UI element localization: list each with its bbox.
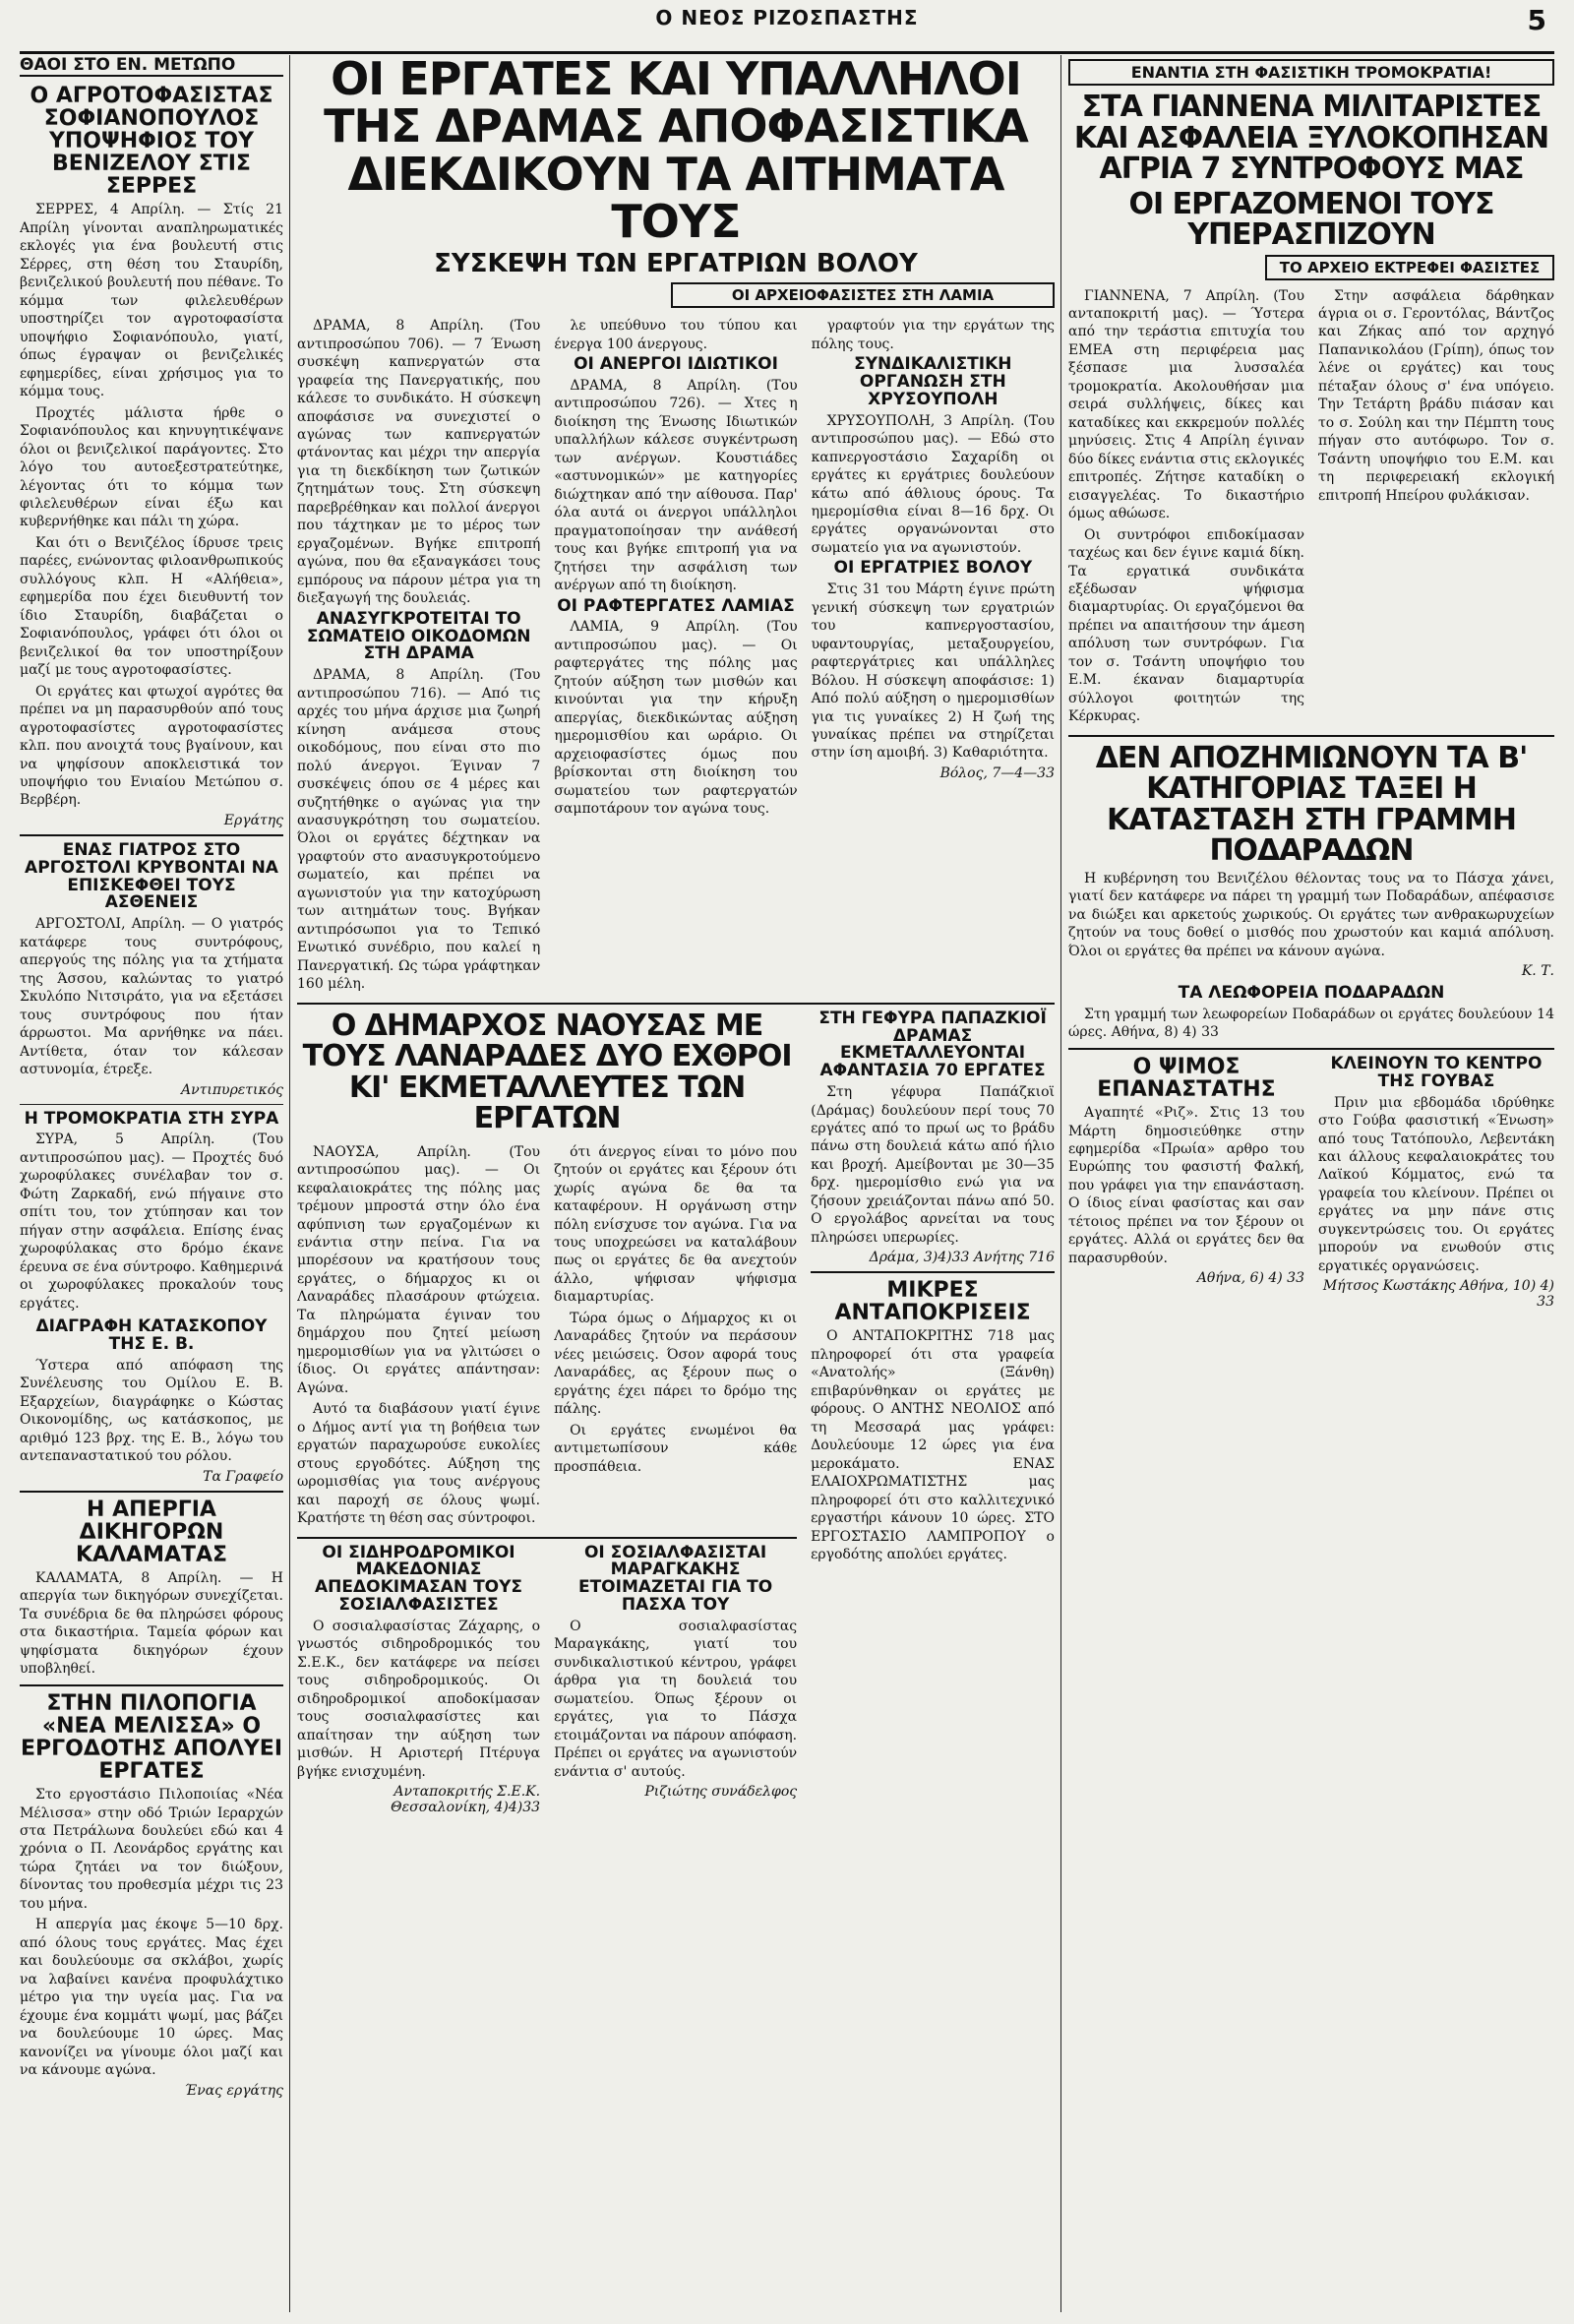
page-number: 5 [1527,4,1546,36]
article-giannena-3: Οι συντρόφοι επιδοκίμασαν ταχέως και δεν έγινε καμιά δίκη. Τα εργατικά συνδικάτα εξέδωσαν ψήφισμα διαμαρτυρίας. Οι εργαζόμενοι θα πρέπει να απαιτήσουν την άμεση απόλυση των συντρόφων. Για τον σ. Τσάντη υποψήφιο του Ε.Μ. έκαναν διαμαρτυρία σύλλογοι φοιτητών της Κέρκυρας. [1068,526,1304,725]
article-serres-p1: ΣΕΡΡΕΣ, 4 Απρίλη. — Στίς 21 Απρίλη γίνονται αναπληρωματικές εκλογές για ένα βουλευτή στις Σέρρες, στη θέση του Σταυρίδη, βενιζελικού βουλευτή που πέθανε. Το κόμμα των φιλελευθέρων υποστηρίζει τον αγροτοφασίστα υποψήφιο Σοφιανόπουλο, γιατί, όπως έγραψαν οι βενιζελικές εφημερίδες, είναι χρήσιμος για το κόμμα τους. [20,202,283,400]
headline-oikodomoi: ΑΝΑΣΥΓΚΡΟΤΕΙΤΑΙ ΤΟ ΣΩΜΑΤΕΙΟ ΟΙΚΟΔΟΜΩΝ ΣΤΗ ΔΡΑΜΑ [306,608,531,664]
article-syra: ΣΥΡΑ, 5 Απρίλη. (Του αντιπροσώπου μας). — Προχτές δυό χωροφύλακες συνέλαβαν τον σ. Φώτη Ζαρκαδή, ενώ πήγαινε στο σπίτι του, τον χτύπησαν και τον πήγαν στην ασφάλεια. Επίσης ένας χωροφύλακας στο δρόμο έκανε έρευνα σε ένα σύντροφο. Καθημερινά οι χωροφύλακες προκαλούν τους εργάτες. [20,1131,283,1312]
article-melissa-p2: Η απεργία μας έκοψε 5—10 δρχ. από όλους τους εργάτες. Μας έχει και δουλεύουμε σα σκλάβοι, χωρίς να λαβαίνει κανένα προφυλάχτικο μέτρο για την υγεία μας. Για να έχουμε ένα κομμάτι ψωμί, μας βάζει να δουλεύουμε 10 ώρες. Μας κανονίζει να γίνουμε όλοι μαζί και να κάνουμε αγώνα. [20,1917,283,2079]
signature-maragakis: Ριζιώτης συνάδελφος [644,1784,798,1801]
subhead-lamia: ΟΙ ΑΡΧΕΙΟΦΑΣΙΣΤΕΣ ΣΤΗ ΛΑΜΙΑ [671,282,1055,308]
article-giannena-2: Στην ασφάλεια δάρθηκαν άγρια οι σ. Γεροντόλας, Βάντζος και Ζήκας από τον αρχηγό Παπανικολάου (Γρίπη), όπως τον λένε οι εργάτες) και τους πέταξαν όλους σ' ένα υπόγειο. Την Τετάρτη βράδυ πιάσαν και το σ. Σούλη και την Πέμπτη τους πήγαν στο αυτόφωρο. Τον σ. Τσάντη υποψήφιο του Ε.Μ. και τη περιφερειακή εκλογική επιτροπή Ηπείρου φυλάκισαν. [1318,287,1554,504]
article-naousa-5: Οι εργάτες ενωμένοι θα αντιμετωπίσουν κάθε προσπάθεια. [554,1422,798,1475]
article-apergia: ΚΑΛΑΜΑΤΑ, 8 Απρίλη. — Η απεργία των δικηγόρων συνεχίζεται. Τα συνέδρια δε θα πληρώσει φόρους στα δικαστήρια. Ταμεία φόρων και ψηφίσματα δικηγόρων έχουν υποβληθεί. [20,1569,283,1678]
article-lamia-intro: γραφτούν για την εργάτων της πόλης τους. [811,318,1055,352]
signature-serres: Εργάτης [223,812,283,828]
article-naousa-4: Τώρα όμως ο Δήμαρχος κι οι Λαναράδες ζητούν να περάσουν νέες μειώσεις. Όσον αφορά τους Λαναράδες, ας ξέρουν πως ο εργάτης έχει πάρει το δρόμο της πάλης. [554,1310,798,1418]
headline-chrysoupoli: ΣΥΝΔΙΚΑΛΙΣΤΙΚΗ ΟΡΓΑΝΩΣΗ ΣΤΗ ΧΡΥΣΟΥΠΟΛΗ [854,354,1012,409]
headline-serres: Ο ΑΓΡΟΤΟΦΑΣΙΣΤΑΣ ΣΟΦΙΑΝΟΠΟΥΛΟΣ ΥΠΟΨΗΦΙΟΣ ΤΟΥ ΒΕΝΙΖΕΛΟΥ ΣΤΙΣ ΣΕΡΡΕΣ [30,84,273,200]
article-apozimiosi: Η κυβέρνηση του Βενιζέλου θέλοντας τους να το Πάσχα χάνει, γιατί δεν κατάφερε να πάρει τη γραμμή των Ποδαράδων, απέφασισε να διώξει και αρκετούς χωρικούς. Οι εργάτες των ανθρακωρυχείων ζητούν να τους δοθεί ο μισθός που χρωστούν και καμιά απόλυση. Όλοι οι εργάτες θα πρέπει να κάνουν αγώνα. [1068,870,1554,959]
article-naousa-3: ότι άνεργος είναι το μόνο που ζητούν οι εργάτες και ξέρουν ότι χωρίς αγώνα δε θα τα καταφέρουν. Η οργάνωση στην πόλη ενίσχυσε τον αγώνα. Για να τους υποχρεώσει να καταλάβουν πως οι εργάτες δε θα ανεχτούν άλλο, ψήφισαν ψήφισμα διαμαρτυρίας. [554,1143,798,1306]
headline-anergoi: ΟΙ ΑΝΕΡΓΟΙ ΙΔΙΩΤΙΚΟΙ [574,354,778,375]
headline-diagrafi: ΔΙΑΓΡΑΦΗ ΚΑΤΑΣΚΟΠΟΥ ΤΗΣ Ε. Β. [35,1316,268,1354]
signature-apozimiosi: Κ. Τ. [1521,963,1554,980]
article-anergoi: ΔΡΑΜΑ, 8 Απρίλη. (Του αντιπροσώπου 726). — Χτες η διοίκηση της Ένωσης Ιδιωτικών υπαλλήλων κάλεσε συγκέντρωση των ανέργων. Κουστιάδες «αστυνομικών» με κατηγορίες διώχτηκαν από την αίθουσα. Παρ' όλα αυτά οι άνεργοι υπάλληλοι πραγματοποίησαν την ανάθεσή τους και βγήκε επιτροπή για να ζητήσει την ασφάλιση των ανέργων από τη διοίκηση. [554,377,798,594]
headline-gouva: ΚΛΕΙΝΟΥΝ ΤΟ ΚΕΝΤΡΟ ΤΗΣ ΓΟΥΒΑΣ [1330,1053,1543,1091]
signature-melissa: Ένας εργάτης [184,2082,283,2099]
headline-gefyra: ΣΤΗ ΓΕΦΥΡΑ ΠΑΠΑΖΚΙΟΪ ΔΡΑΜΑΣ ΕΚΜΕΤΑΛΛΕΥΟΝΤΑΙ ΑΦΑΝΤΑΣΙΑ 70 ΕΡΓΑΤΕΣ [818,1008,1047,1081]
headline-apozimiosi: ΔΕΝ ΑΠΟΖΗΜΙΩΝΟΥΝ ΤΑ Β' ΚΑΤΗΓΟΡΙΑΣ ΤΑΞΕΙ Η ΚΑΤΑΣΤΑΣΗ ΣΤΗ ΓΡΑΜΜΗ ΠΟΔΑΡΑΔΩΝ [1095,740,1528,869]
article-drama-2: ΔΡΑΜΑ, 8 Απρίλη. (Του αντιπροσώπου 716). — Από τις αρχές του μήνα άρχισε μια ζωηρή κίνηση ανάμεσα στους οικοδόμους, που είναι στο πιο πολύ άνεργοι. Έγιναν 7 συσκέψεις όπου σε 4 μέρες και συζητήθηκε ο αγώνας για την ανασυγκρότηση του σωματείου. Όλοι οι εργάτες δέχτηκαν να γραφτούν στο ανασυγκροτούμενο σωματείο, και πρέπει να αγωνιστούν για την κατοχύρωση των αιτημάτων τους. Βγήκαν αντιπρόσωποι για το Τεπικό Ενωτικό συνέδριο, που καλεί η Πανεργατική. Ως τώρα γράφτηκαν 160 μέλη. [297,667,541,993]
headline-ergatries: ΟΙ ΕΡΓΑΤΡΙΕΣ ΒΟΛΟΥ [833,558,1033,579]
signature-volos: Βόλος, 7—4—33 [939,764,1055,781]
article-gefyra: Στη γέφυρα Παπάζκιοϊ (Δράμας) δουλεύουν περί τους 70 εργάτες από το πρωί ως το βράδυ πάνω στη δουλειά κάτω από ήλιο και βροχή. Αμείβονται με 30—35 δρχ. ημερομίσθιο ενώ για να ζήσουν χρειάζονται πάνω από 50. Ο εργολάβος αρνείται να τους πληρώσει υπερωρίες. [811,1084,1055,1246]
signature-argostoli: Αντιπυρετικός [181,1081,283,1098]
article-argostoli: ΑΡΓΟΣΤΟΛΙ, Απρίλη. — Ο γιατρός κατάφερε τους συντρόφους, απεργούς της πόλης για τα χτήματα της Άσσου, καλώντας το γιατρό Σκυλόπο Νιτσιράτο, για να εξετάσει τους συντρόφους που ήταν άρρωστοι. Μα αρνήθηκε να πάει. Αντίθετα, όταν τον κάλεσαν αστυνομία, έτρεξε. [20,916,283,1078]
column-left [20,55,283,2312]
signature-diagrafi: Τα Γραφείο [203,1468,283,1485]
signature-psimos: Αθήνα, 6) 4) 33 [1196,1270,1304,1287]
article-mikres: Ο ΑΝΤΑΠΟΚΡΙΤΗΣ 718 μας πληροφορεί ότι στα γραφεία «Ανατολής» (Ξάνθη) επιβαρύνθηκαν οι εργάτες με φόρους. Ο ΑΝΤΗΣ ΝΕΟΛΙΟΣ από τη Μεσσαρά μας γράφει: Δουλεύουμε 12 ώρες για ένα μεροκάματο. ΕΝΑΣ ΕΛΑΙΟΧΡΩΜΑΤΙΣΤΗΣ μας πληροφορεί ότι στο καλλιτεχνικό εργαστήρι κάνουν 10 ώρες. ΣΤΟ ΕΡΓΟΣΤΑΣΙΟ ΛΑΜΠΡΟΠΟΥ ο εργοδότης απολύει εργάτες. [811,1328,1055,1563]
article-naousa-1: ΝΑΟΥΣΑ, Απρίλη. (Του αντιπροσώπου μας). — Οι κεφαλαιοκράτες της πόλης μας τρέμουν μπροστά στην όλο ένα αφύπνιση των εργαζομένων κι ενάντια στην πείνα. Για να μπορέσουν να κρατήσουν τους εργάτες, ο δήμαρχος κι οι Λαναράδες πλασάρουν φτώχεια. Τα πληρώματα έγιναν του δημάρχου που ζητεί μείωση ημερομισθίων για να γλιτώσει ο ίδιος. Οι εργάτες απάντησαν: Αγώνα. [297,1143,541,1396]
signature-sidirodromikoi: Ανταποκριτής Σ.Ε.Κ. Θεσσαλονίκη, 4)4)33 [391,1784,541,1816]
subhead-archeio: ΤΟ ΑΡΧΕΙΟ ΕΚΤΡΕΦΕΙ ΦΑΣΙΣΤΕΣ [1265,255,1554,280]
newspaper-name: Ο ΝΕΟΣ ΡΙΖΟΣΠΑΣΤΗΣ [655,6,919,30]
article-serres-p2: Προχτές μάλιστα ήρθε ο Σοφιανόπουλος και κηνυγητικέψανε όλοι οι βενιζελικοί παράγοντες. Στο λόγο του αυτοεξεστρατεύτηκε, λέγοντας ότι το κόμμα των φιλελευθέρων είναι έξω και κυβερνήθηκε και πάλι τη χώρα. [20,404,283,530]
article-rafteres: ΛΑΜΙΑ, 9 Απρίλη. (Του αντιπροσώπου μας). — Οι ραφτεργάτες της πόλης μας ζητούν αύξηση των μισθών και κινούνται για την κήρυξη απεργίας, διεκδικώντας αύξηση ημερομισθίου και ωράριο. Οι αρχειοφασίστες όμως που βρίσκονται στη διοίκηση του σωματείου των ραφτεργατών σαμποτάρουν τον αγώνα τους. [554,619,798,818]
headline-mikres: ΜΙΚΡΕΣ ΑΝΤΑΠΟΚΡΙΣΕΙΣ [834,1278,1031,1326]
article-psimos: Αγαπητέ «Ριζ». Στις 13 του Μάρτη δημοσιεύθηκε στην εφημερίδα «Πρωία» αρθρο του Ευρώπης του φασιστή Φαλκή, που γράφει για την επανάσταση. Ο ίδιος είναι φασίστας και σαν τέτοιος πρέπει να τον ξέρουν οι εργάτες. Αλλά οι εργάτες δεν θα παρασυρθούν. [1068,1105,1304,1266]
masthead [20,0,1554,54]
signature-gouva: Μήτσος Κωστάκης Αθήνα, 10) 4) 33 [1322,1278,1554,1311]
signature-gefyra: Δράμα, 3)4)33 Ανήτης 716 [869,1250,1055,1266]
headline-syra: Η ΤΡΟΜΟΚΡΑΤΙΑ ΣΤΗ ΣΥΡΑ [24,1108,279,1129]
article-leoforeia: Στη γραμμή των λεωφορείων Ποδαράδων οι εργάτες δουλεύουν 14 ώρες. Αθήνα, 8) 4) 33 [1068,1006,1554,1041]
headline-sidirodromikoi: ΟΙ ΣΙΔΗΡΟΔΡΟΜΙΚΟΙ ΜΑΚΕΔΟΝΙΑΣ ΑΠΕΔΟΚΙΜΑΣΑΝ ΤΟΥΣ ΣΟΣΙΑΛΦΑΣΙΣΤΕΣ [314,1542,523,1616]
article-gouva: Πριν μια εβδομάδα ιδρύθηκε στο Γούβα φασιστική «Ένωση» από τους Τατόπουλο, Λεβεντάκη και άλλους κεφαλαιοκράτες του Λαϊκού Κόμματος, ενώ τα γραφεία του κλείνουν. Πρέπει οι εργάτες να μην πάνε στις συγκεντρώσεις του. Οι εργάτες μπορούν να ενωθούν στις εργατικές οργανώσεις. [1318,1094,1554,1274]
kicker-left: ΘΑΟΙ ΣΤΟ ΕΝ. ΜΕΤΩΠΟ [20,55,283,77]
headline-apergia: Η ΑΠΕΡΓΙΑ ΔΙΚΗΓΟΡΩΝ ΚΑΛΑΜΑΤΑΣ [75,1497,228,1567]
article-maragakis: Ο σοσιαλφασίστας Μαραγκάκης, γιατί του συνδικαλιστικού κέντρου, γράφει άρθρα για τη δουλειά του σωματείου. Όπως ξέρουν οι εργάτες, για το Πάσχα ετοιμάζονται να πάρουν απόφαση. Πρέπει οι εργάτες να αγωνιστούν ενάντια σ' αυτούς. [554,1618,798,1780]
headline-yperaspizoun: ΟΙ ΕΡΓΑΖΟΜΕΝΟΙ ΤΟΥΣ ΥΠΕΡΑΣΠΙΖΟΥΝ [1128,186,1494,252]
article-giannena-1: ΓΙΑΝΝΕΝΑ, 7 Απρίλη. (Του ανταποκριτή μας). — Ύστερα από την τεράστια επιτυχία του ΕΜΕΑ στη περιφέρεια μας ξέσπασε μια λυσσαλέα τρομοκρατία. Ακολουθήσαν μια σειρά συλλήψεις, δίκες και καταδίκες και εκκρεμούν πολλές μηνύσεις. Στις 4 Απρίλη έγιναν δύο δίκες ενάντια στις εκλογικές επιτροπές. Ζήτησε καταδίκη ο εισαγγελέας. Το δικαστήριο όμως αθώωσε. [1068,287,1304,522]
article-naousa-2: Αυτό τα διαβάσουν γιατί έγινε ο Δήμος αντί για τη βοήθεια των εργατών παραχωρούσε ευκολίες στους εργοδότες. Αύξηση της ωρομισθίας για τους ανέργους και παροχή σε όλους ψωμί. Κρατήστε τη θέση σας σύντροφοι. [297,1401,541,1527]
headline-maragakis: ΟΙ ΣΟΣΙΑΛΦΑΣΙΣΤΑΙ ΜΑΡΑΓΚΑΚΗΣ ΕΤΟΙΜΑΖΕΤΑΙ ΓΙΑ ΤΟ ΠΑΣΧΑ ΤΟΥ [577,1542,773,1616]
column-main [297,55,1055,2312]
article-sidirodromikoi: Ο σοσιαλφασίστας Ζάχαρης, ο γνωστός σιδηροδρομικός του Σ.Ε.Κ., δεν κατάφερε να πείσει τους σιδηροδρομικούς. Οι σιδηροδρομικοί αποδοκίμασαν τους σοσιαλφασίστες και απαίτησαν την αύξηση των μισθών. Η Αριστερή Πτέρυγα βγήκε ενισχυμένη. [297,1618,541,1780]
article-drama-1: ΔΡΑΜΑ, 8 Απρίλη. (Του αντιπροσώπου 706). — 7 Ένωση συσκέψη καπνεργατών στα γραφεία της Πανεργατικής, που κάλεσε το συνδικάτο. Η σύσκεψη αποφάσισε να συνεχιστεί ο αγώνας των καπνεργατών φτάνοντας και μέχρι την απεργία για τη διεκδίκηση των ζωτικών ζητημάτων τους. Στη σύσκεψη παρεβρέθηκαν και πολλοί άνεργοι που τάχτηκαν με το μέρος των εργαζομένων. Βγήκε επιτροπή αγώνα, που θα εξαναγκάσει τους εμπόρους να πάρουν μέτρα για τη διεξαγωγή της δουλειάς. [297,318,541,607]
headline-psimos: Ο ΨΙΜΟΣ ΕΠΑΝΑΣΤΑΤΗΣ [1097,1054,1276,1102]
headline-leoforeia: ΤΑ ΛΕΩΦΟΡΕΙΑ ΠΟΔΑΡΑΔΩΝ [1178,983,1445,1004]
article-anergoi-intro: λε υπεύθυνο του τύπου και ένεργα 100 άνεργους. [554,318,798,352]
kicker-right: ΕΝΑΝΤΙΑ ΣΤΗ ΦΑΣΙΣΤΙΚΗ ΤΡΟΜΟΚΡΑΤΙΑ! [1068,59,1554,86]
article-chrysoupoli: ΧΡΥΣΟΥΠΟΛΗ, 3 Απρίλη. (Του αντιπροσώπου μας). — Εδώ στο καπνεργοστάσιο Σαχαρίδη οι εργάτες κι εργάτριες δουλεύουν κάτω από άθλιους όρους. Τα ημερομίσθια είναι 8—16 δρχ. Οι εργάτες οργανώνονται στο σωματείο για να αγωνιστούν. [811,412,1055,556]
headline-giannena: ΣΤΑ ΓΙΑΝΝΕΝΑ ΜΙΛΙΤΑΡΙΣΤΕΣ ΚΑΙ ΑΣΦΑΛΕΙΑ ΞΥΛΟΚΟΠΗΣΑΝ ΑΓΡΙΑ 7 ΣΥΝΤΡΟΦΟΥΣ ΜΑΣ [1073,90,1549,186]
headline-argostoli: ΕΝΑΣ ΓΙΑΤΡΟΣ ΣΤΟ ΑΡΓΟΣΤΟΛΙ ΚΡΥΒΟΝΤΑΙ ΝΑ ΕΠΙΣΚΕΦΘΕΙ ΤΟΥΣ ΑΣΘΕΝΕΙΣ [25,839,278,913]
subhead-volos: ΣΥΣΚΕΨΗ ΤΩΝ ΕΡΓΑΤΡΙΩΝ ΒΟΛΟΥ [434,249,918,279]
headline-drama: ΟΙ ΕΡΓΑΤΕΣ ΚΑΙ ΥΠΑΛΛΗΛΟΙ ΤΗΣ ΔΡΑΜΑΣ ΑΠΟΦΑΣΙΣΤΙΚΑ ΔΙΕΚΔΙΚΟΥΝ ΤΑ ΑΙΤΗΜΑΤΑ ΤΟΥΣ [324,55,1028,248]
article-melissa-p1: Στο εργοστάσιο Πιλοποιίας «Νέα Μέλισσα» στην οδό Τριών Ιεραρχών στα Πετράλωνα δουλεύει εδώ και 4 χρόνια ο Π. Λεονάρδος εργάτης και τώρα ζητάει να τον διώξουν, δίνοντας του προθεσμία μέχρι τις 23 του μήνα. [20,1787,283,1912]
article-ergatries: Στις 31 του Μάρτη έγινε πρώτη γενική σύσκεψη των εργατριών του καπνεργοστασίου, υφαντουργίας, μεταξουργείου, ραφτεργάτριες και υπάλληλες Βόλου. Η σύσκεψη αποφάσισε: 1) Από πολύ αύξηση ο ημερομισθίων για τις γυναίκες 2) Η ζωή της γυναίκας πρέπει να στηρίζεται στην ίση αμοιβή. 3) Καθαριότητα. [811,581,1055,762]
article-serres-p4: Οι εργάτες και φτωχοί αγρότες θα πρέπει να μη παρασυρθούν από τους αγροτοφασίστες αγροτοφασίστες κλπ. που ανοιχτά τους βγαίνουν, και να ψηφίσουν αποκλειστικά τον υποψήφιο του Ενιαίου Μετώπου σ. Βερβέρη. [20,683,283,809]
headline-melissa: ΣΤΗΝ ΠΙΛΟΠΟΓΙΑ «ΝΕΑ ΜΕΛΙΣΣΑ» Ο ΕΡΓΟΔΟΤΗΣ ΑΠΟΛΥΕΙ ΕΡΓΑΤΕΣ [20,1690,283,1784]
article-diagrafi: Ύστερα από απόφαση της Συνέλευσης του Ομίλου Ε. Β. Εξαρχείων, διαγράφηκε ο Κώστας Οικονομίδης, ως κατάσκοπος, με αριθμό 123 βρχ. της Ε. Β., λόγω του αντεπαναστατικού του ρόλου. [20,1357,283,1465]
headline-rafteres: ΟΙ ΡΑΦΤΕΡΓΑΤΕΣ ΛΑΜΙΑΣ [557,595,795,616]
column-right [1068,55,1554,2312]
article-serres-p3: Και ότι ο Βενιζέλος ίδρυσε τρεις παρέες, ενώνοντας φιλοανθρωπικούς συλλόγους κλπ. Η «Αλήθεια», εφημερίδα που έχει διευθυντή τον ίδιο Σταυρίδη, διαβάζεται ο Σοφιανόπουλος, γράφει ότι όλοι οι βενιζελικοί θα τον υποστηρίξουν μαζί με τους αγροτοφασίστες. [20,534,283,679]
headline-naousa: Ο ΔΗΜΑΡΧΟΣ ΝΑΟΥΣΑΣ ΜΕ ΤΟΥΣ ΛΑΝΑΡΑΔΕΣ ΔΥΟ ΕΧΘΡΟΙ ΚΙ' ΕΚΜΕΤΑΛΛΕΥΤΕΣ ΤΩΝ ΕΡΓΑΤΩΝ [302,1008,792,1136]
